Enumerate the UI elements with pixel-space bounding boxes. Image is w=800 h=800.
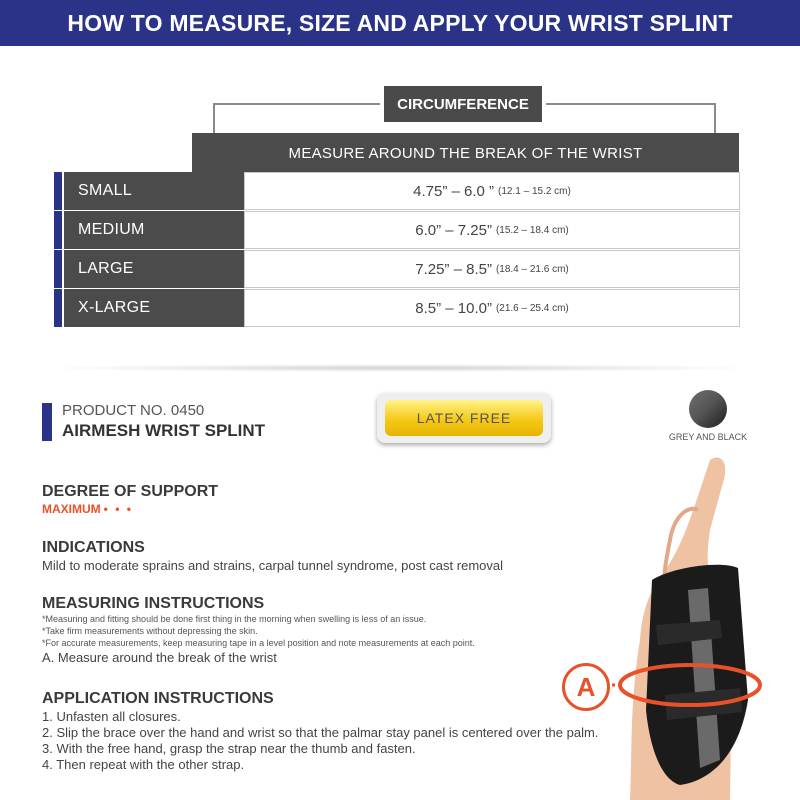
size-value — [244, 211, 740, 249]
page-banner — [0, 0, 800, 46]
application-heading: APPLICATION INSTRUCTIONS — [42, 690, 274, 707]
measuring-note: *Take firm measurements without depressing the skin. — [42, 626, 258, 636]
size-inches: 6.0” – 7.25” — [415, 221, 492, 239]
size-row-x-large — [54, 289, 740, 327]
product-number: PRODUCT NO. 0450 — [62, 402, 205, 419]
size-inches: 7.25” – 8.5” — [415, 260, 492, 278]
size-label: SMALL — [64, 172, 244, 210]
measuring-step-a: A. Measure around the break of the wrist — [42, 650, 277, 665]
application-steps — [42, 709, 598, 773]
support-level — [42, 502, 133, 516]
list-item: 1. Unfasten all closures. — [42, 709, 181, 724]
support-level-text: MAXIMUM — [42, 502, 101, 516]
size-cm: (15.2 – 18.4 cm) — [495, 224, 569, 236]
color-swatch — [689, 390, 727, 428]
size-row-large — [54, 250, 740, 288]
indications-text: Mild to moderate sprains and strains, carpal tunnel syndrome, post cast removal — [42, 558, 503, 573]
row-accent — [54, 289, 62, 327]
measuring-heading: MEASURING INSTRUCTIONS — [42, 595, 265, 612]
latex-free-badge — [377, 393, 551, 443]
size-inches: 8.5” – 10.0” — [415, 299, 492, 317]
size-value — [244, 250, 740, 288]
row-accent — [54, 250, 62, 288]
list-item: 4. Then repeat with the other strap. — [42, 757, 245, 772]
size-label: LARGE — [64, 250, 244, 288]
list-item: 2. Slip the brace over the hand and wrist so that the palmar stay panel is centered over the palm. — [42, 725, 599, 740]
size-cm: (21.6 – 25.4 cm) — [495, 302, 569, 314]
product-accent-bar — [42, 403, 52, 441]
size-value — [244, 172, 740, 210]
indications-heading: INDICATIONS — [42, 539, 145, 556]
measure-header: MEASURE AROUND THE BREAK OF THE WRIST — [192, 133, 739, 173]
size-inches: 4.75” – 6.0 ” — [413, 182, 495, 200]
size-row-medium — [54, 211, 740, 249]
callout-a: A — [562, 663, 610, 711]
support-heading: DEGREE OF SUPPORT — [42, 483, 219, 500]
support-dots: • • • — [103, 502, 133, 516]
size-value — [244, 289, 740, 327]
measuring-notes — [42, 613, 475, 649]
list-item: 3. With the free hand, grasp the strap near the thumb and fasten. — [42, 741, 416, 756]
measuring-note: *For accurate measurements, keep measuring tape in a level position and note measurements at each point. — [42, 638, 475, 648]
product-name: AIRMESH WRIST SPLINT — [62, 421, 266, 440]
color-label: GREY AND BLACK — [668, 432, 748, 442]
page-title: HOW TO MEASURE, SIZE AND APPLY YOUR WRIST SPLINT — [67, 9, 733, 36]
row-accent — [54, 172, 62, 210]
size-label: X-LARGE — [64, 289, 244, 327]
measuring-note: *Measuring and fitting should be done first thing in the morning when swelling is less of an issue. — [42, 614, 427, 624]
size-cm: (18.4 – 21.6 cm) — [495, 263, 569, 275]
row-accent — [54, 211, 62, 249]
section-divider — [40, 364, 760, 372]
hand-splint-illustration — [570, 450, 800, 800]
circumference-label: CIRCUMFERENCE — [384, 86, 542, 122]
latex-free-label: LATEX FREE — [385, 400, 543, 436]
size-row-small — [54, 172, 740, 210]
size-label: MEDIUM — [64, 211, 244, 249]
size-cm: (12.1 – 15.2 cm) — [498, 185, 571, 197]
